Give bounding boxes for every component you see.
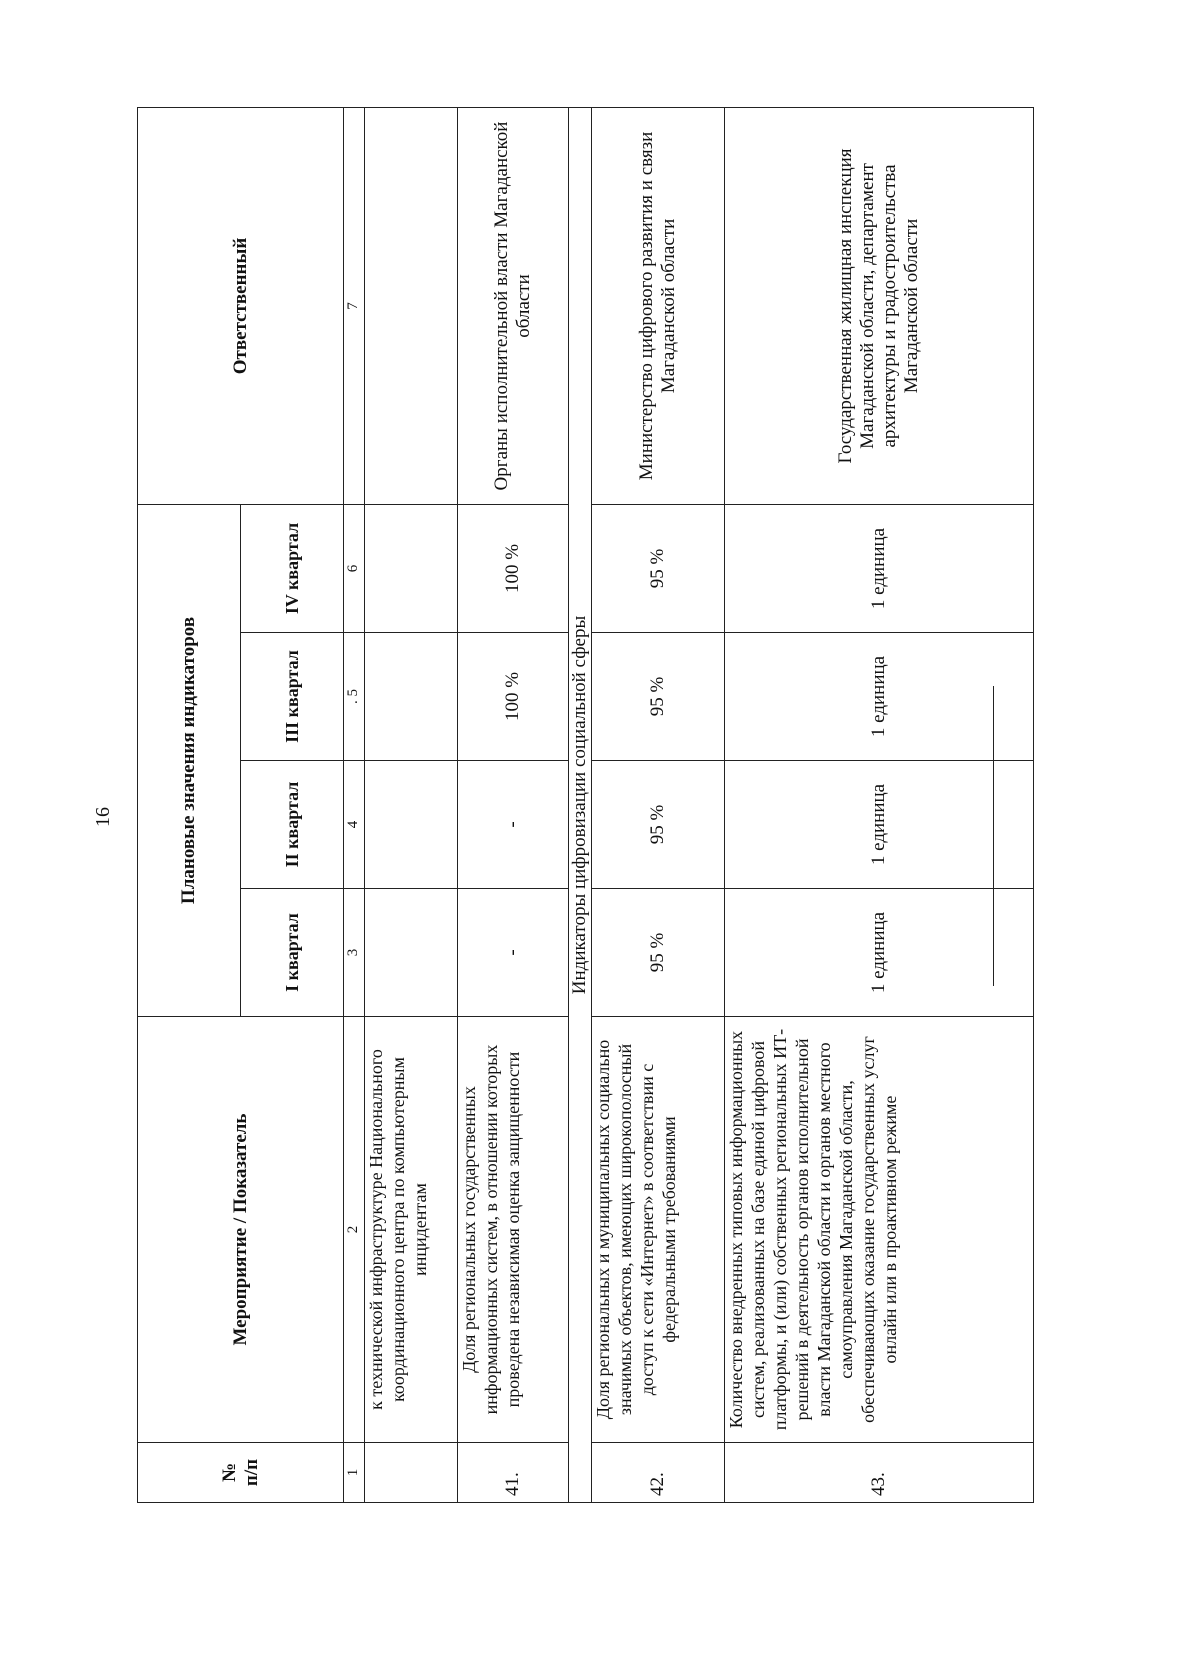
continuation-q1 (365, 889, 458, 1017)
row-q4: 1 единица (725, 504, 1034, 632)
rotated-table-wrapper (137, 108, 1034, 1503)
table-row (725, 107, 1034, 1502)
row-q4: 100 % (458, 504, 569, 632)
col-number-7: 7 (344, 107, 365, 504)
continuation-text: к технической инфраструктуре Национального координационного центра по компьютерным инцидентам (365, 1017, 458, 1443)
header-q3: III квартал (241, 633, 344, 761)
header-col-plan: Плановые значения индикаторов (138, 504, 241, 1016)
row-responsible: Органы исполнительной власти Магаданской области (458, 107, 569, 504)
col-number-1: 1 (344, 1443, 365, 1503)
continuation-q4 (365, 504, 458, 632)
header-col-num: № п/п (138, 1443, 344, 1503)
row-text: Доля региональных и муниципальных социально значимых объектов, имеющих широкополосный доступ к сети «Интернет» в соответствии с федеральными требованиями (592, 1017, 725, 1443)
row-index: 43. (725, 1443, 1034, 1503)
row-responsible: Министерство цифрового развития и связи Магаданской области (592, 107, 725, 504)
continuation-responsible (365, 107, 458, 504)
column-number-row (344, 107, 365, 1502)
header-q4: IV квартал (241, 504, 344, 632)
row-index: 42. (592, 1443, 725, 1503)
row-q3: 95 % (592, 633, 725, 761)
col-number-5: . 5 (344, 633, 365, 761)
row-q2: - (458, 761, 569, 889)
col-number-2: 2 (344, 1017, 365, 1443)
row-q4: 95 % (592, 504, 725, 632)
row-text: Количество внедренных типовых информационных систем, реализованных на базе единой цифровой платформы, и (или) собственных региональных ИТ-решений в деятельность органов исполнительной власти Магаданской области и органов местного самоуправления Магаданской области, обеспечивающих оказание государственных услуг онлайн или в проактивном режиме (725, 1017, 1034, 1443)
continuation-index (365, 1443, 458, 1503)
header-row-1 (138, 107, 241, 1502)
table-row (458, 107, 569, 1502)
row-index: 41. (458, 1443, 569, 1503)
section-title: Индикаторы цифровизации социальной сферы (569, 107, 592, 1502)
row-q3: 1 единица (725, 633, 1034, 761)
header-q2: II квартал (241, 761, 344, 889)
row-responsible: Государственная жилищная инспекция Магаданской области, департамент архитектуры и градостроительства Магаданской области (725, 107, 1034, 504)
col-number-6: 6 (344, 504, 365, 632)
header-col-event: Мероприятие / Показатель (138, 1017, 344, 1443)
continuation-row (365, 107, 458, 1502)
row-text: Доля региональных государственных информационных систем, в отношении которых проведена независимая оценка защищенности (458, 1017, 569, 1443)
row-q1: 1 единица (725, 889, 1034, 1017)
table-row (592, 107, 725, 1502)
row-q2: 95 % (592, 761, 725, 889)
indicators-table (137, 107, 1034, 1503)
header-q1: I квартал (241, 889, 344, 1017)
row-q1: 95 % (592, 889, 725, 1017)
page-number: 16 (92, 807, 114, 827)
continuation-q3 (365, 633, 458, 761)
row-q3: 100 % (458, 633, 569, 761)
header-col-responsible: Ответственный (138, 107, 344, 504)
row-q1: - (458, 889, 569, 1017)
continuation-q2 (365, 761, 458, 889)
col-number-3: 3 (344, 889, 365, 1017)
col-number-4: 4 (344, 761, 365, 889)
row-q2: 1 единица (725, 761, 1034, 889)
section-row (569, 107, 592, 1502)
